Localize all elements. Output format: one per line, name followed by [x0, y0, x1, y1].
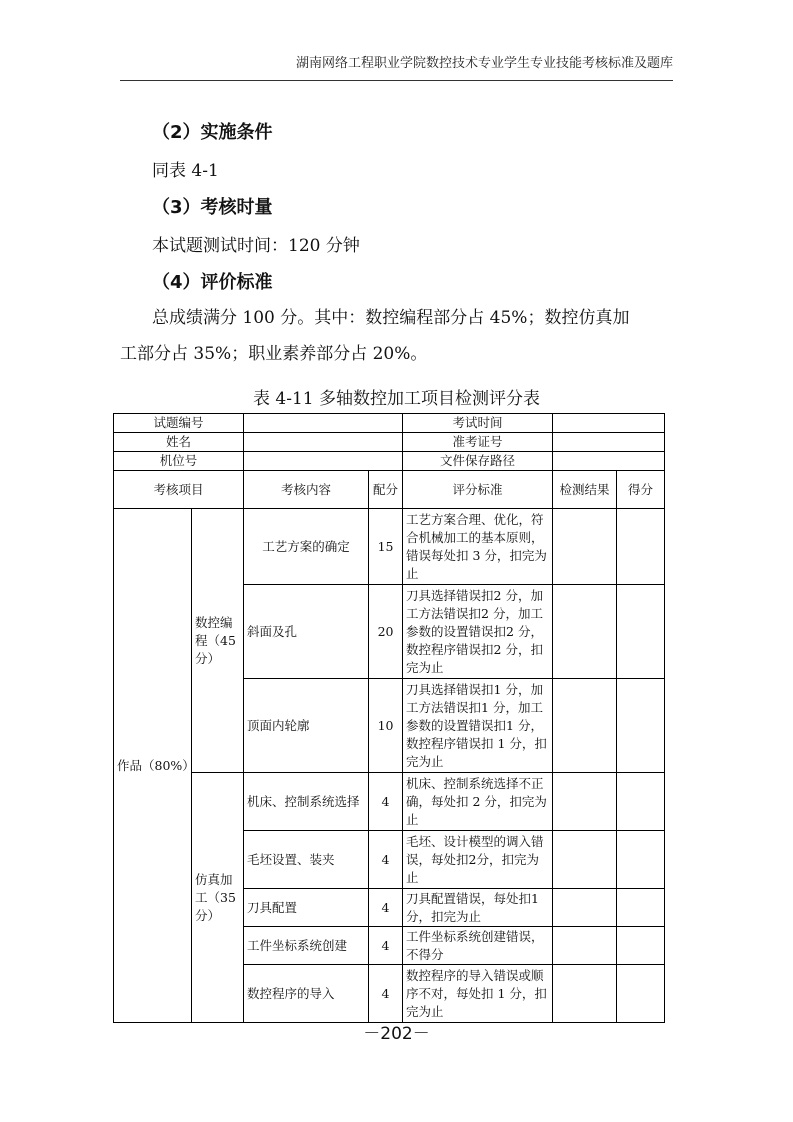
criteria-cell: 工件坐标系统创建错误，不得分 — [403, 927, 553, 965]
header-result: 检测结果 — [553, 471, 617, 509]
points-cell — [617, 679, 665, 773]
criteria-cell: 数控程序的导入错误或顺序不对，每处扣 1 分，扣完为止 — [403, 965, 553, 1023]
save-path-value — [553, 452, 665, 471]
points-cell — [617, 965, 665, 1023]
result-cell — [553, 585, 617, 679]
score-cell: 4 — [369, 889, 403, 927]
table-header-row — [114, 471, 665, 509]
label-save-path: 文件保存路径 — [403, 452, 553, 471]
category-simulation: 仿真加工（35分） — [192, 773, 244, 1023]
result-cell — [553, 927, 617, 965]
content-cell: 刀具配置 — [244, 889, 369, 927]
content-cell: 顶面内轮廓 — [244, 679, 369, 773]
result-cell — [553, 831, 617, 889]
criteria-cell: 工艺方案合理、优化，符合机械加工的基本原则，错误每处扣 3 分，扣完为止 — [403, 509, 553, 585]
section-text-duration: 本试题测试时间：120 分钟 — [152, 236, 360, 256]
seat-no-value — [244, 452, 403, 471]
points-cell — [617, 831, 665, 889]
header-item: 考核项目 — [114, 471, 244, 509]
points-cell — [617, 509, 665, 585]
content-cell: 工件坐标系统创建 — [244, 927, 369, 965]
score-cell: 4 — [369, 773, 403, 831]
content-cell: 数控程序的导入 — [244, 965, 369, 1023]
content-cell: 工艺方案的确定 — [244, 509, 369, 585]
table-caption: 表 4-11 多轴数控加工项目检测评分表 — [253, 389, 540, 409]
result-cell — [553, 509, 617, 585]
result-cell — [553, 773, 617, 831]
label-name: 姓名 — [114, 433, 244, 452]
table-row — [114, 773, 665, 831]
header-criteria: 评分标准 — [403, 471, 553, 509]
content-cell: 机床、控制系统选择 — [244, 773, 369, 831]
table-row — [114, 509, 665, 585]
header-score: 配分 — [369, 471, 403, 509]
criteria-cell: 毛坯、设计模型的调入错误，每处扣2分，扣完为止 — [403, 831, 553, 889]
criteria-line-2: 工部分占 35%；职业素养部分占 20%。 — [120, 344, 428, 364]
exam-time-value — [553, 414, 665, 433]
page-number: －202－ — [363, 1024, 430, 1044]
admission-no-value — [553, 433, 665, 452]
score-cell: 4 — [369, 831, 403, 889]
score-cell: 15 — [369, 509, 403, 585]
section-text-criteria — [120, 300, 680, 372]
label-seat-no: 机位号 — [114, 452, 244, 471]
label-exam-time: 考试时间 — [403, 414, 553, 433]
section-heading-duration: （3）考核时量 — [152, 197, 273, 218]
points-cell — [617, 773, 665, 831]
result-cell — [553, 679, 617, 773]
points-cell — [617, 927, 665, 965]
header-divider — [120, 80, 673, 81]
criteria-cell: 机床、控制系统选择不正确，每处扣 2 分，扣完为止 — [403, 773, 553, 831]
category-programming: 数控编程（45分） — [192, 509, 244, 773]
score-cell: 20 — [369, 585, 403, 679]
section-text-conditions: 同表 4-1 — [152, 161, 219, 181]
section-heading-criteria: （4）评价标准 — [152, 272, 273, 293]
criteria-cell: 刀具配置错误，每处扣1 分，扣完为止 — [403, 889, 553, 927]
label-admission-no: 准考证号 — [403, 433, 553, 452]
content-cell: 毛坯设置、装夹 — [244, 831, 369, 889]
score-cell: 4 — [369, 927, 403, 965]
result-cell — [553, 965, 617, 1023]
page-header: 湖南网络工程职业学院数控技术专业学生专业技能考核标准及题库 — [295, 56, 673, 71]
name-value — [244, 433, 403, 452]
points-cell — [617, 585, 665, 679]
info-row-seat — [114, 452, 665, 471]
exam-no-value — [244, 414, 403, 433]
result-cell — [553, 889, 617, 927]
info-row-exam — [114, 414, 665, 433]
header-content: 考核内容 — [244, 471, 369, 509]
points-cell — [617, 889, 665, 927]
info-row-name — [114, 433, 665, 452]
label-exam-no: 试题编号 — [114, 414, 244, 433]
criteria-cell: 刀具选择错误扣2 分，加工方法错误扣2 分，加工参数的设置错误扣2 分，数控程序错误扣2 分，扣完为止 — [403, 585, 553, 679]
score-cell: 10 — [369, 679, 403, 773]
criteria-line-1: 总成绩满分 100 分。其中：数控编程部分占 45%；数控仿真加 — [152, 308, 630, 328]
criteria-cell: 刀具选择错误扣1 分，加工方法错误扣1 分，加工参数的设置错误扣1 分，数控程序错误扣 1 分，扣完为止 — [403, 679, 553, 773]
section-heading-conditions: （2）实施条件 — [152, 122, 273, 143]
header-points: 得分 — [617, 471, 665, 509]
content-cell: 斜面及孔 — [244, 585, 369, 679]
score-table — [113, 413, 665, 1023]
group-works: 作品（80%） — [114, 509, 192, 1023]
score-cell: 4 — [369, 965, 403, 1023]
